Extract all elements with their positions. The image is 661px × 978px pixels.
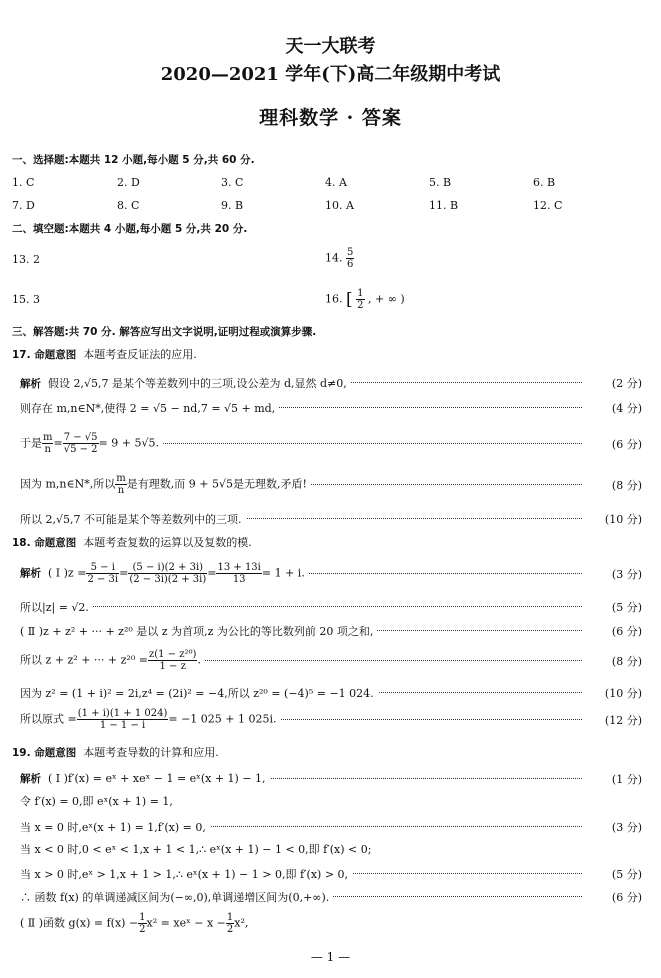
q19-line-4: 当 x < 0 时,0 < eˣ < 1,x + 1 < 1,∴ eˣ(x + 1) − 1 < 0,即 f′(x) < 0;	[20, 843, 372, 856]
choice-9: 9. B	[221, 199, 244, 212]
q19-intent: 19. 命题意图 本题考查导数的计算和应用.	[12, 746, 219, 759]
choice-11: 11. B	[429, 199, 459, 212]
fill-16: 16. [ $\frac{1}{2}$ , + ∞ )	[325, 288, 405, 311]
section-choice: 一、选择题:本题共 12 小题,每小题 5 分,共 60 分.	[12, 154, 255, 166]
q18-line-1: 解析 ( Ⅰ )z = $\frac{5 - i}{2 - 3i}$ = $\frac{(5 - i)(2 + 3i)}{(2 - 3i)(2 + 3i)}$ = $\frac{13 + 13i}{13}$ = 1 + i. (3 分)	[20, 562, 642, 585]
q17-line-3: 于是 $\frac{m}{n}$ = $\frac{7 - √5}{√5 - 2}$ = 9 + 5√5. (6 分)	[20, 432, 642, 455]
q18-line-4: 所以 z + z² + ··· + z²⁰ = $\frac{\text{z(1 − z²⁰)}}{1 - z}$ . (8 分)	[20, 649, 642, 672]
q17-line-2: 则存在 m,n∈N*,使得 2 = √5 − nd,7 = √5 + md, (4 分)	[20, 402, 642, 415]
section-solution: 三、解答题:共 70 分. 解答应写出文字说明,证明过程或演算步骤.	[12, 326, 317, 338]
choice-6: 6. B	[533, 176, 556, 189]
q17-line-1: 解析 假设 2,√5,7 是某个等差数列中的三项,设公差为 d,显然 d≠0, (2 分)	[20, 377, 642, 390]
q19-line-1: 解析 ( Ⅰ )f′(x) = eˣ + xeˣ − 1 = eˣ(x + 1) − 1, (1 分)	[20, 772, 642, 786]
choice-1: 1. C	[12, 176, 35, 189]
org-title: 天一大联考	[285, 36, 376, 57]
q18-line-2: 所以|z| = √2. (5 分)	[20, 601, 642, 614]
choice-12: 12. C	[533, 199, 563, 212]
choice-2: 2. D	[117, 176, 140, 189]
choice-7: 7. D	[12, 199, 35, 212]
q19-line-3: 当 x = 0 时,eˣ(x + 1) = 1,f′(x) = 0, (3 分)	[20, 821, 642, 834]
q19-line-5: 当 x > 0 时,eˣ > 1,x + 1 > 1,∴ eˣ(x + 1) − 1 > 0,即 f′(x) > 0, (5 分)	[20, 868, 642, 881]
q18-line-3: ( Ⅱ )z + z² + ··· + z²⁰ 是以 z 为首项,z 为公比的等比数列前 20 项之和, (6 分)	[20, 625, 642, 638]
choice-3: 3. C	[221, 176, 244, 189]
q18-line-5: 因为 z² = (1 + i)² = 2i,z⁴ = (2i)² = −4,所以 z²⁰ = (−4)⁵ = −1 024. (10 分)	[20, 687, 642, 700]
q17-line-5: 所以 2,√5,7 不可能是某个等差数列中的三项. (10 分)	[20, 513, 642, 526]
q17-line-4: 因为 m,n∈N*,所以 $\frac{m}{n}$ 是有理数,而 9 + 5√5是无理数,矛盾! (8 分)	[20, 473, 642, 496]
section-fill: 二、填空题:本题共 4 小题,每小题 5 分,共 20 分.	[12, 223, 248, 235]
choice-8: 8. C	[117, 199, 140, 212]
q19-line-7: ( Ⅱ )函数 g(x) = f(x) − $\frac{1}{2}$ x² = xeˣ − x − $\frac{1}{2}$ x²,	[20, 912, 249, 935]
q17-intent: 17. 命题意图 本题考查反证法的应用.	[12, 348, 197, 361]
q19-line-6: ∴ 函数 f(x) 的单调递减区间为(−∞,0),单调递增区间为(0,+∞). (6 分)	[20, 891, 642, 904]
fill-13: 13. 2	[12, 253, 40, 266]
exam-title: 2020—2021 学年(下)高二年级期中考试	[160, 64, 501, 85]
choice-10: 10. A	[325, 199, 354, 212]
q19-line-2: 令 f′(x) = 0,即 eˣ(x + 1) = 1,	[20, 795, 173, 808]
subject-title: 理科数学 · 答案	[259, 107, 402, 129]
fill-15: 15. 3	[12, 293, 40, 306]
choice-5: 5. B	[429, 176, 452, 189]
q18-line-6: 所以原式 = $\frac{(1 + i)(1 + 1 024)}{1 - 1 - i}$ = −1 025 + 1 025i. (12 分)	[20, 708, 642, 731]
q18-intent: 18. 命题意图 本题考查复数的运算以及复数的模.	[12, 536, 252, 549]
choice-4: 4. A	[325, 176, 347, 189]
page-number: — 1 —	[310, 950, 351, 964]
fill-14: 14. $\frac{5}{6}$	[325, 247, 354, 270]
